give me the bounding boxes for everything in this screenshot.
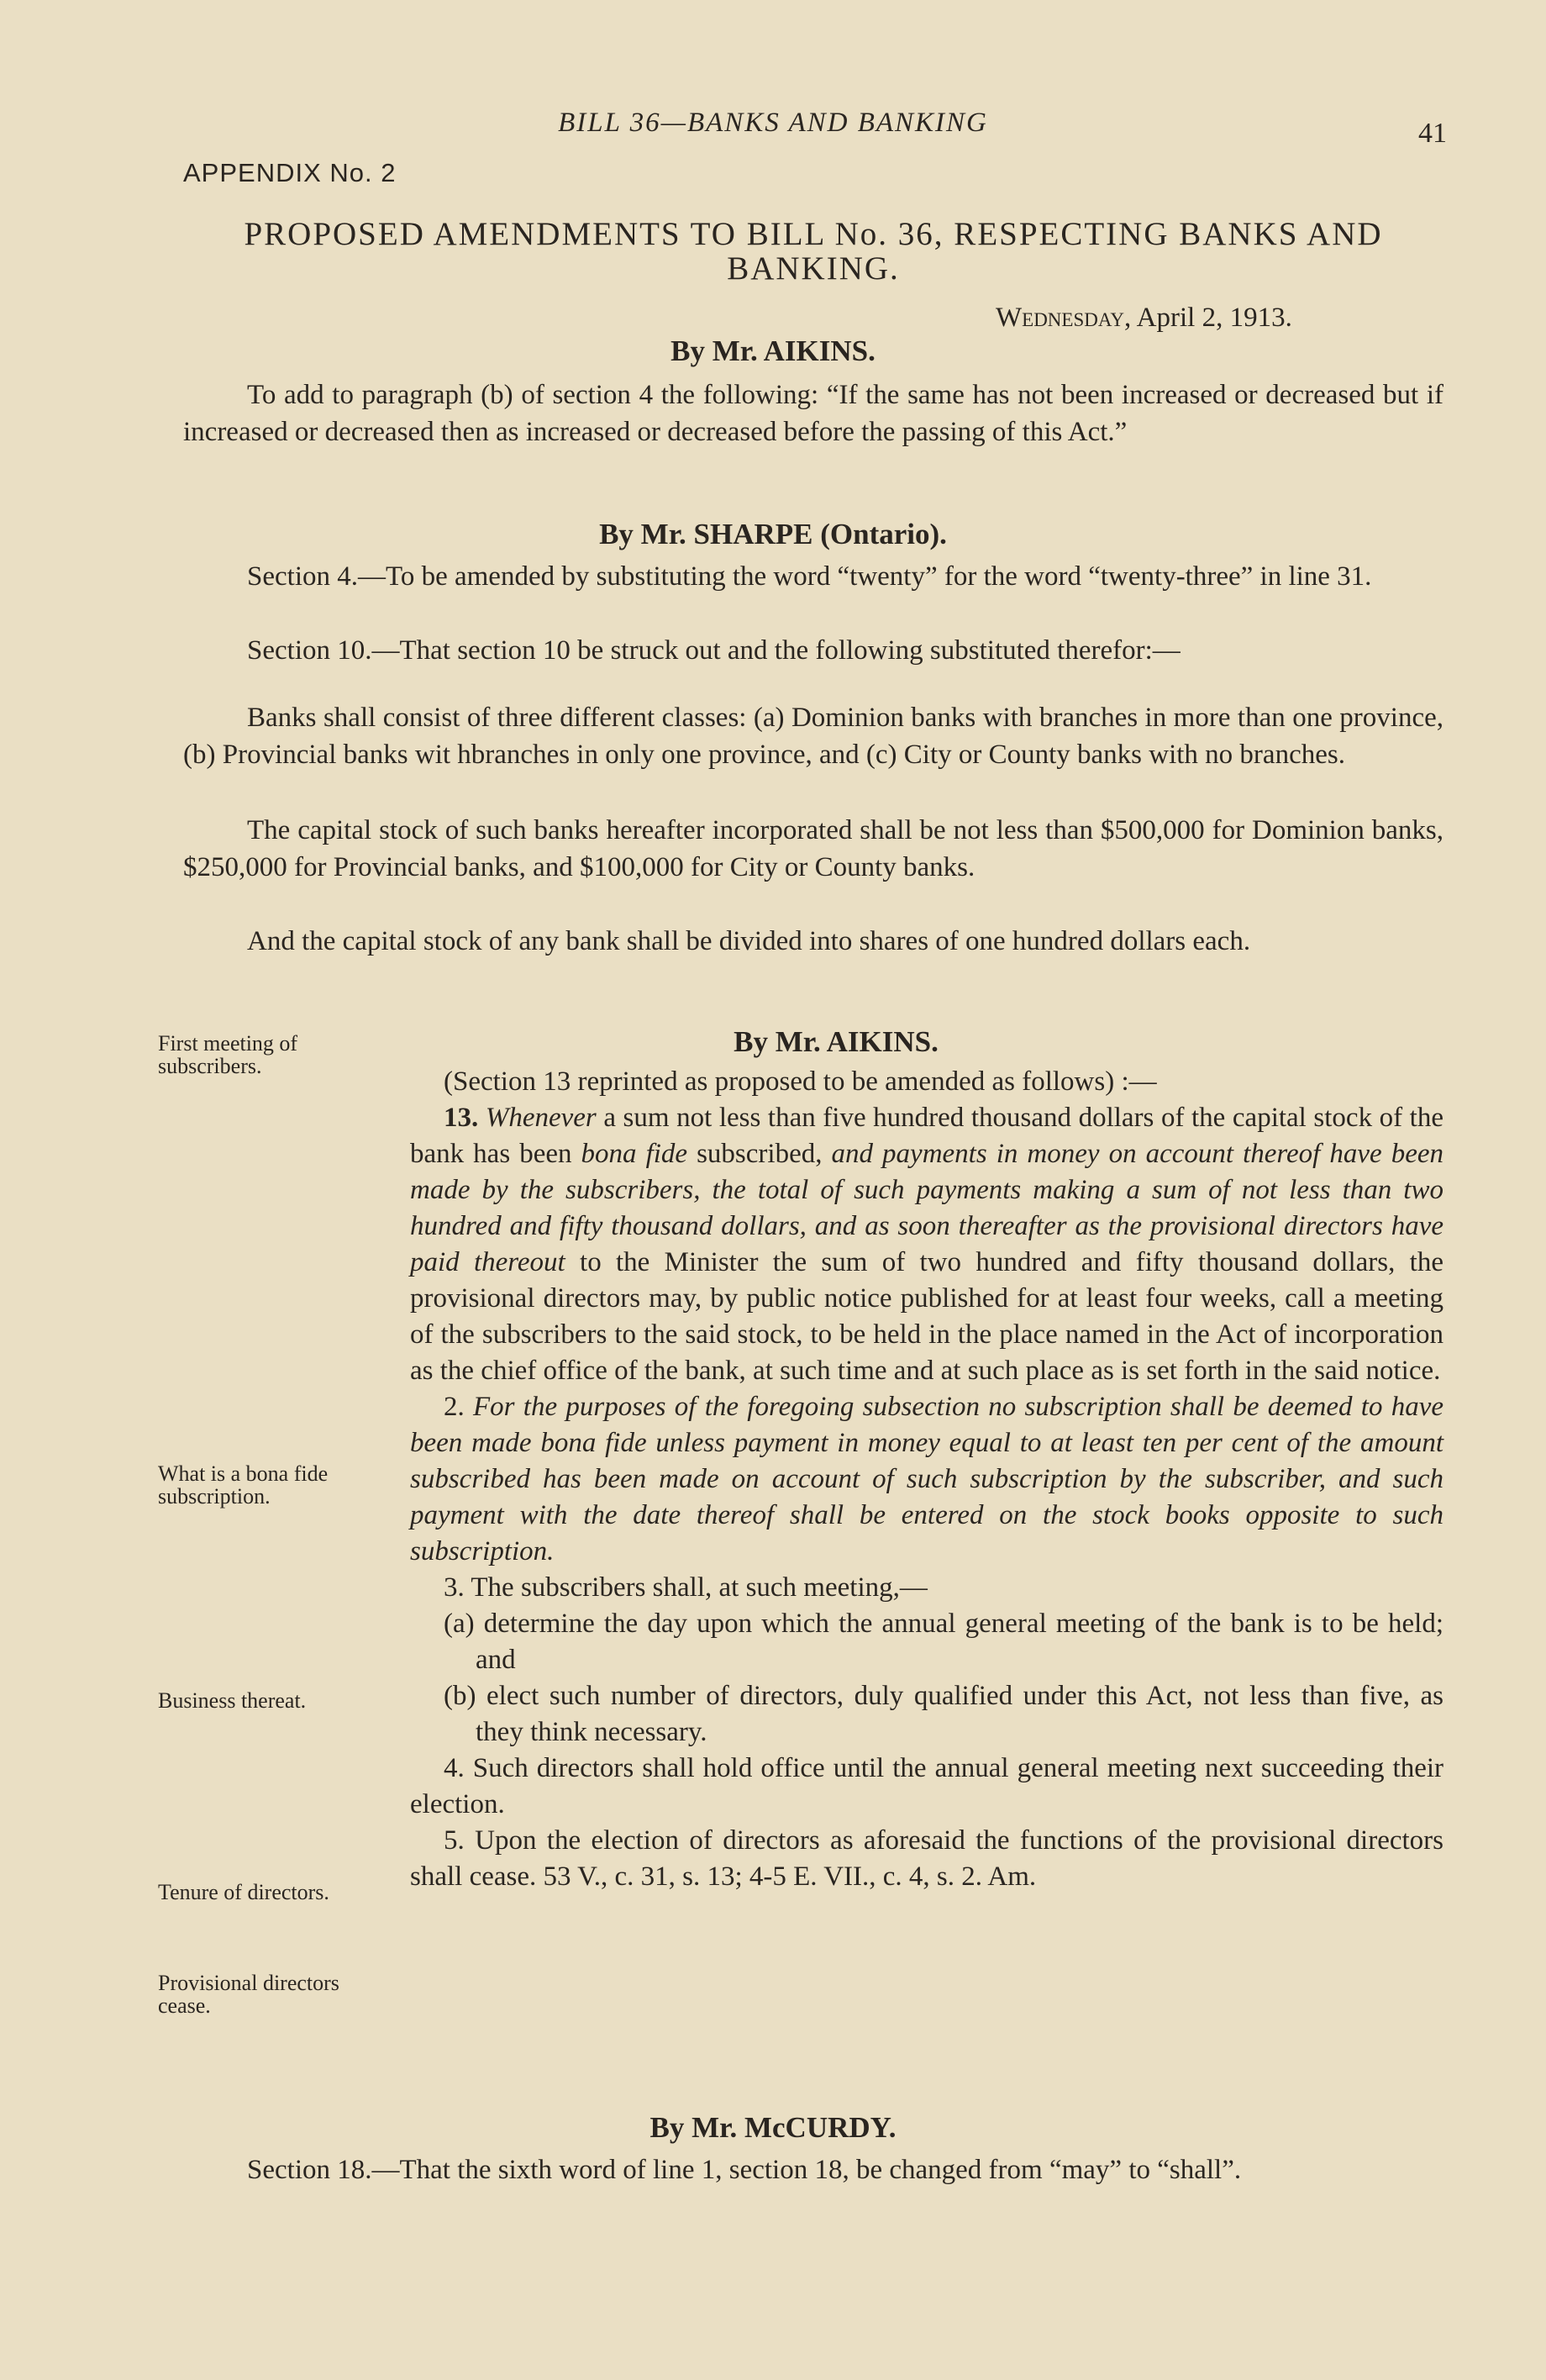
byline-aikins-section-13: By Mr. AIKINS. [734,1025,939,1058]
aikins-amendment [183,376,1443,450]
subsection-2 [410,1389,1443,1570]
sharpe-bank-classes-text: Banks shall consist of three different classes: (a) Dominion banks with branches in more than one province, (b) Provincial banks wit hbranches in only one province, and (c) City or County banks with no branches. [183,703,1443,770]
s2-text: For the purposes of the foregoing subsection no subscription shall be deemed to have been made bona fide unless payment in money equal to at least ten per cent of the amount subscribed has been made on account of such subscription by the subscriber, and such payment with the date thereof shall be entered on the stock books opposite to such subscription. [410,1392,1443,1566]
sharpe-section-4-text: Section 4.—To be amended by substituting the word “twenty” for the word “twenty-three” in line 31. [247,561,1372,592]
s3-text: 3. The subscribers shall, at such meeting,— [444,1572,928,1603]
page-number: 41 [1418,118,1447,149]
running-header: BILL 36—BANKS AND BANKING [558,108,988,138]
sharpe-section-10-text: Section 10.—That section 10 be struck out and the following substituted therefor:— [247,635,1181,666]
date-rest: April 2, 1913. [1136,303,1292,333]
subsection-5 [410,1823,1443,1895]
sharpe-shares [183,923,1443,960]
s5-text: 5. Upon the election of directors as aforesaid the functions of the provisional directors shall cease. 53 V., c. 31, s. 13; 4-5 E. VII., c. 4, s. 2. Am. [410,1825,1443,1892]
mccurdy-amendment [183,2151,1443,2188]
sharpe-capital-stock-text: The capital stock of such banks hereafter incorporated shall be not less than $500,000 for Dominion banks, $250,000 for Provincial banks, and $100,000 for City or County banks. [183,815,1443,882]
section-13-intro [410,1064,1443,1100]
s1-roman-3: to the Minister the sum of two hundred and fifty thousand dollars, the provisional directors may, by public notice published for at least four weeks, call a meeting of the subscribers to the said stock, to be held in the place named in the Act of incorporation as the chief office of the bank, at such time and at such place as is set forth in the said notice. [410,1247,1444,1386]
s4-text: 4. Such directors shall hold office until the annual general meeting next succeeding their election. [410,1753,1443,1819]
date-weekday: Wednesday, [996,303,1132,333]
sharpe-section-10 [183,632,1443,669]
s1-italic-2: bona fide [581,1139,688,1169]
subsection-3-b: (b) elect such number of directors, duly qualified under this Act, not less than five, as they think necessary. [444,1681,1443,1747]
s1-italic-1: Whenever [485,1103,597,1133]
subsection-3-a: (a) determine the day upon which the annual general meeting of the bank is to be held; and [444,1609,1443,1675]
byline-sharpe: By Mr. SHARPE (Ontario). [599,518,947,550]
subsection-4 [410,1751,1443,1823]
section-13-intro-text: (Section 13 reprinted as proposed to be amended as follows) :— [444,1066,1157,1097]
sharpe-capital-stock [183,812,1443,886]
subsection-3 [410,1570,1443,1606]
sharpe-shares-text: And the capital stock of any bank shall be divided into shares of one hundred dollars each. [247,926,1251,956]
s1-roman-1: a sum not less than five hundred thousand dollars of the capital stock of the bank has been [410,1103,1444,1169]
appendix-label: APPENDIX No. 2 [183,158,397,187]
section-number: 13. [444,1103,479,1133]
margin-note-provisional: Provisional directors cease. [158,1971,339,2018]
subsection-1 [410,1100,1443,1389]
s1-italic-3: and payments in money on account thereof have been made by the subscribers, the total of such payments making a sum of not less than two hundred and fifty thousand dollars, and as soon thereafter as the provisional directors have paid thereout [410,1139,1444,1277]
margin-note-bona-fide: What is a bona fide subscription. [158,1461,329,1509]
sharpe-section-4 [183,558,1443,595]
byline-mccurdy: By Mr. McCURDY. [649,2111,897,2144]
margin-note-first-meeting: First meeting of subscribers. [158,1031,298,1078]
aikins-amendment-text: To add to paragraph (b) of section 4 the following: “If the same has not been increased or decreased but if increased or decreased then as increased or decreased before the passing of this Act.” [183,380,1443,447]
document-title: PROPOSED AMENDMENTS TO BILL No. 36, RESPECTING BANKS AND BANKING. [244,216,1383,287]
sharpe-bank-classes [183,699,1443,773]
mccurdy-amendment-text: Section 18.—That the sixth word of line 1, section 18, be changed from “may” to “shall”. [247,2155,1242,2185]
s1-roman-2: subscribed, [687,1139,832,1169]
margin-note-business: Business thereat. [158,1688,307,1713]
section-13-text [410,1064,1443,1895]
s2-number: 2. [444,1392,465,1422]
margin-note-tenure: Tenure of directors. [158,1880,329,1904]
byline-aikins: By Mr. AIKINS. [670,334,876,367]
date-line [996,303,1292,334]
